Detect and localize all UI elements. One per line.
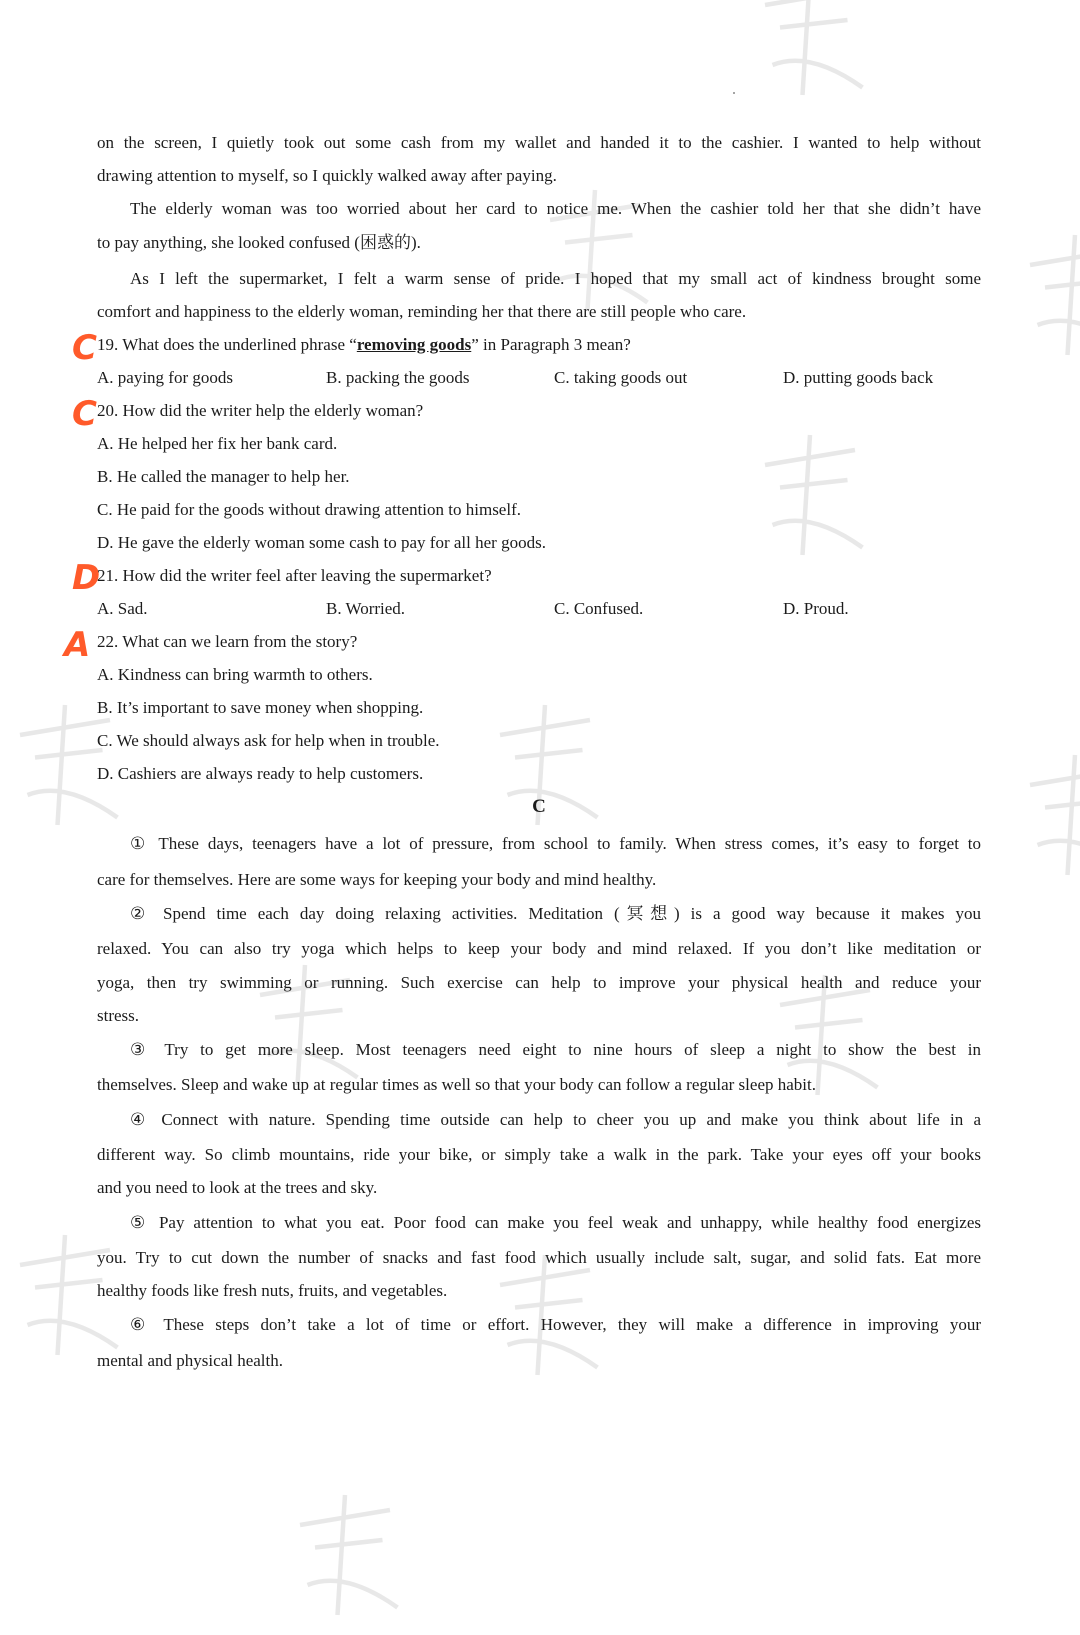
paragraph-line: on the screen, I quietly took out some cash from my wallet and handed it to the cashier. I wanted to help without (97, 133, 981, 152)
speck (733, 92, 735, 94)
paragraph-line: The elderly woman was too worried about her card to notice me. When the cashier told her that she didn’t have (130, 199, 981, 218)
paragraph-line: and you need to look at the trees and sky. (97, 1178, 378, 1197)
paragraph-line: mental and physical health. (97, 1351, 283, 1370)
watermark-icon (270, 1480, 420, 1630)
question-20-stem: 20. How did the writer help the elderly woman? (97, 401, 424, 420)
paragraph-line: different way. So climb mountains, ride your bike, or simply take a walk in the park. Take your eyes off your books (97, 1145, 981, 1164)
paragraph-line: care for themselves. Here are some ways for keeping your body and mind healthy. (97, 870, 657, 889)
question-19-prefix: 19. What does the underlined phrase “ (97, 335, 357, 354)
watermark-icon (1000, 740, 1080, 890)
paragraph-line: ⑥ These steps don’t take a lot of time or effort. However, they will make a difference in improving your (130, 1315, 981, 1334)
handwritten-answer-q22: A (64, 625, 91, 665)
handwritten-answer-q19: C (72, 328, 97, 368)
q22-option-c: C. We should always ask for help when in trouble. (97, 731, 440, 750)
paragraph-line: stress. (97, 1006, 140, 1025)
paragraph-line: yoga, then try swimming or running. Such exercise can help to improve your physical health and reduce your (97, 973, 981, 992)
paragraph-line: ③ Try to get more sleep. Most teenagers need eight to nine hours of sleep a night to show the best in (130, 1040, 981, 1059)
watermark-icon (735, 0, 885, 110)
question-19-stem (97, 333, 981, 357)
section-title: C (532, 796, 546, 817)
q21-option-a: A. Sad. (97, 599, 148, 618)
q20-option-b: B. He called the manager to help her. (97, 467, 350, 486)
paragraph-line: relaxed. You can also try yoga which helps to keep your body and mind relaxed. If you don’t like meditation or (97, 939, 981, 958)
watermark-icon (1000, 220, 1080, 370)
handwritten-answer-q21: D (72, 558, 101, 598)
q21-option-d: D. Proud. (783, 599, 849, 618)
paragraph-line: to pay anything, she looked confused (困惑的). (97, 233, 421, 252)
question-22-stem: 22. What can we learn from the story? (97, 632, 358, 651)
paragraph-line: drawing attention to myself, so I quickly walked away after paying. (97, 166, 557, 185)
paragraph-line: ④ Connect with nature. Spending time outside can help to cheer you up and make you think about life in a (130, 1110, 981, 1129)
q19-option-a: A. paying for goods (97, 368, 233, 387)
q21-option-c: C. Confused. (554, 599, 644, 618)
paragraph-line: ⑤ Pay attention to what you eat. Poor food can make you feel weak and unhappy, while healthy food energizes (130, 1213, 981, 1232)
handwritten-answer-q20: C (72, 394, 97, 434)
q22-option-b: B. It’s important to save money when shopping. (97, 698, 424, 717)
q20-option-c: C. He paid for the goods without drawing attention to himself. (97, 500, 521, 519)
question-21-stem: 21. How did the writer feel after leaving the supermarket? (97, 566, 492, 585)
paragraph-line: themselves. Sleep and wake up at regular times as well so that your body can follow a regular sleep habit. (97, 1075, 816, 1094)
question-19-suffix: ” in Paragraph 3 mean? (471, 335, 631, 354)
paragraph-line: ① These days, teenagers have a lot of pressure, from school to family. When stress comes, it’s easy to forget to (130, 834, 981, 853)
q20-option-a: A. He helped her fix her bank card. (97, 434, 338, 453)
paragraph-line: As I left the supermarket, I felt a warm sense of pride. I hoped that my small act of kindness brought some (130, 269, 981, 288)
q22-option-d: D. Cashiers are always ready to help customers. (97, 764, 424, 783)
paragraph-line: you. Try to cut down the number of snacks and fast food which usually include salt, sugar, and solid fats. Eat more (97, 1248, 981, 1267)
underlined-phrase: removing goods (356, 335, 472, 354)
q20-option-d: D. He gave the elderly woman some cash to pay for all her goods. (97, 533, 546, 552)
q19-option-d: D. putting goods back (783, 368, 934, 387)
paragraph-line: healthy foods like fresh nuts, fruits, and vegetables. (97, 1281, 448, 1300)
paragraph-line: comfort and happiness to the elderly woman, reminding her that there are still people who care. (97, 302, 747, 321)
q22-option-a: A. Kindness can bring warmth to others. (97, 665, 373, 684)
paragraph-line: ② Spend time each day doing relaxing activities. Meditation (冥想) is a good way because it makes you (130, 904, 981, 923)
q21-option-b: B. Worried. (326, 599, 406, 618)
q19-option-b: B. packing the goods (326, 368, 470, 387)
q19-option-c: C. taking goods out (554, 368, 688, 387)
